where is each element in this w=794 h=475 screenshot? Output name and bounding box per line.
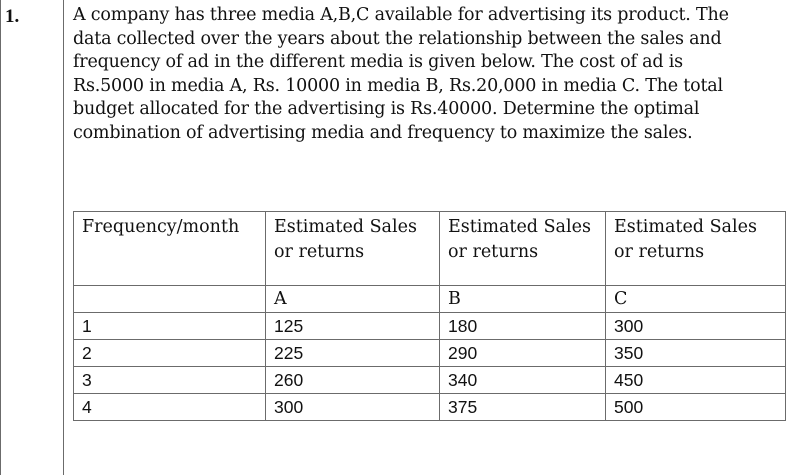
table-cell: 300 — [266, 394, 440, 421]
table-row — [74, 340, 786, 367]
question-line: data collected over the years about the relationship between the sales and — [73, 28, 722, 49]
table-cell: 125 — [266, 313, 440, 340]
table-cell: 290 — [440, 340, 606, 367]
table-cell: 4 — [74, 394, 266, 421]
table-cell: 1 — [74, 313, 266, 340]
table-cell: 375 — [440, 394, 606, 421]
question-line: combination of advertising media and frequency to maximize the sales. — [73, 122, 693, 143]
table-cell — [74, 286, 266, 313]
header-cell: Frequency/month — [74, 212, 266, 286]
question-line: budget allocated for the advertising is Rs.40000. Determine the optimal — [73, 99, 700, 120]
column-divider-line — [63, 0, 64, 475]
media-label-row — [74, 286, 786, 313]
question-line: Rs.5000 in media A, Rs. 10000 in media B, Rs.20,000 in media C. The total — [73, 75, 723, 96]
table-cell: 500 — [606, 394, 786, 421]
header-cell: Estimated Sales or returns — [440, 212, 606, 286]
table-cell: 340 — [440, 367, 606, 394]
question-line: A company has three media A,B,C available for advertising its product. The — [73, 5, 729, 25]
table-cell: 300 — [606, 313, 786, 340]
table-cell: 3 — [74, 367, 266, 394]
media-label: A — [266, 286, 440, 313]
media-label: C — [606, 286, 786, 313]
table-row — [74, 394, 786, 421]
header-cell: Estimated Sales or returns — [266, 212, 440, 286]
left-border-line — [0, 0, 1, 475]
table-cell: 260 — [266, 367, 440, 394]
table-cell: 350 — [606, 340, 786, 367]
header-cell: Estimated Sales or returns — [606, 212, 786, 286]
table-row — [74, 313, 786, 340]
sales-table — [73, 211, 786, 421]
table-header-row — [74, 212, 786, 286]
question-text — [73, 4, 785, 146]
table-cell: 225 — [266, 340, 440, 367]
table-row — [74, 367, 786, 394]
table-cell: 450 — [606, 367, 786, 394]
table-cell: 180 — [440, 313, 606, 340]
table-cell: 2 — [74, 340, 266, 367]
question-number: 1. — [5, 6, 20, 27]
media-label: B — [440, 286, 606, 313]
question-line: frequency of ad in the different media is given below. The cost of ad is — [73, 52, 683, 73]
